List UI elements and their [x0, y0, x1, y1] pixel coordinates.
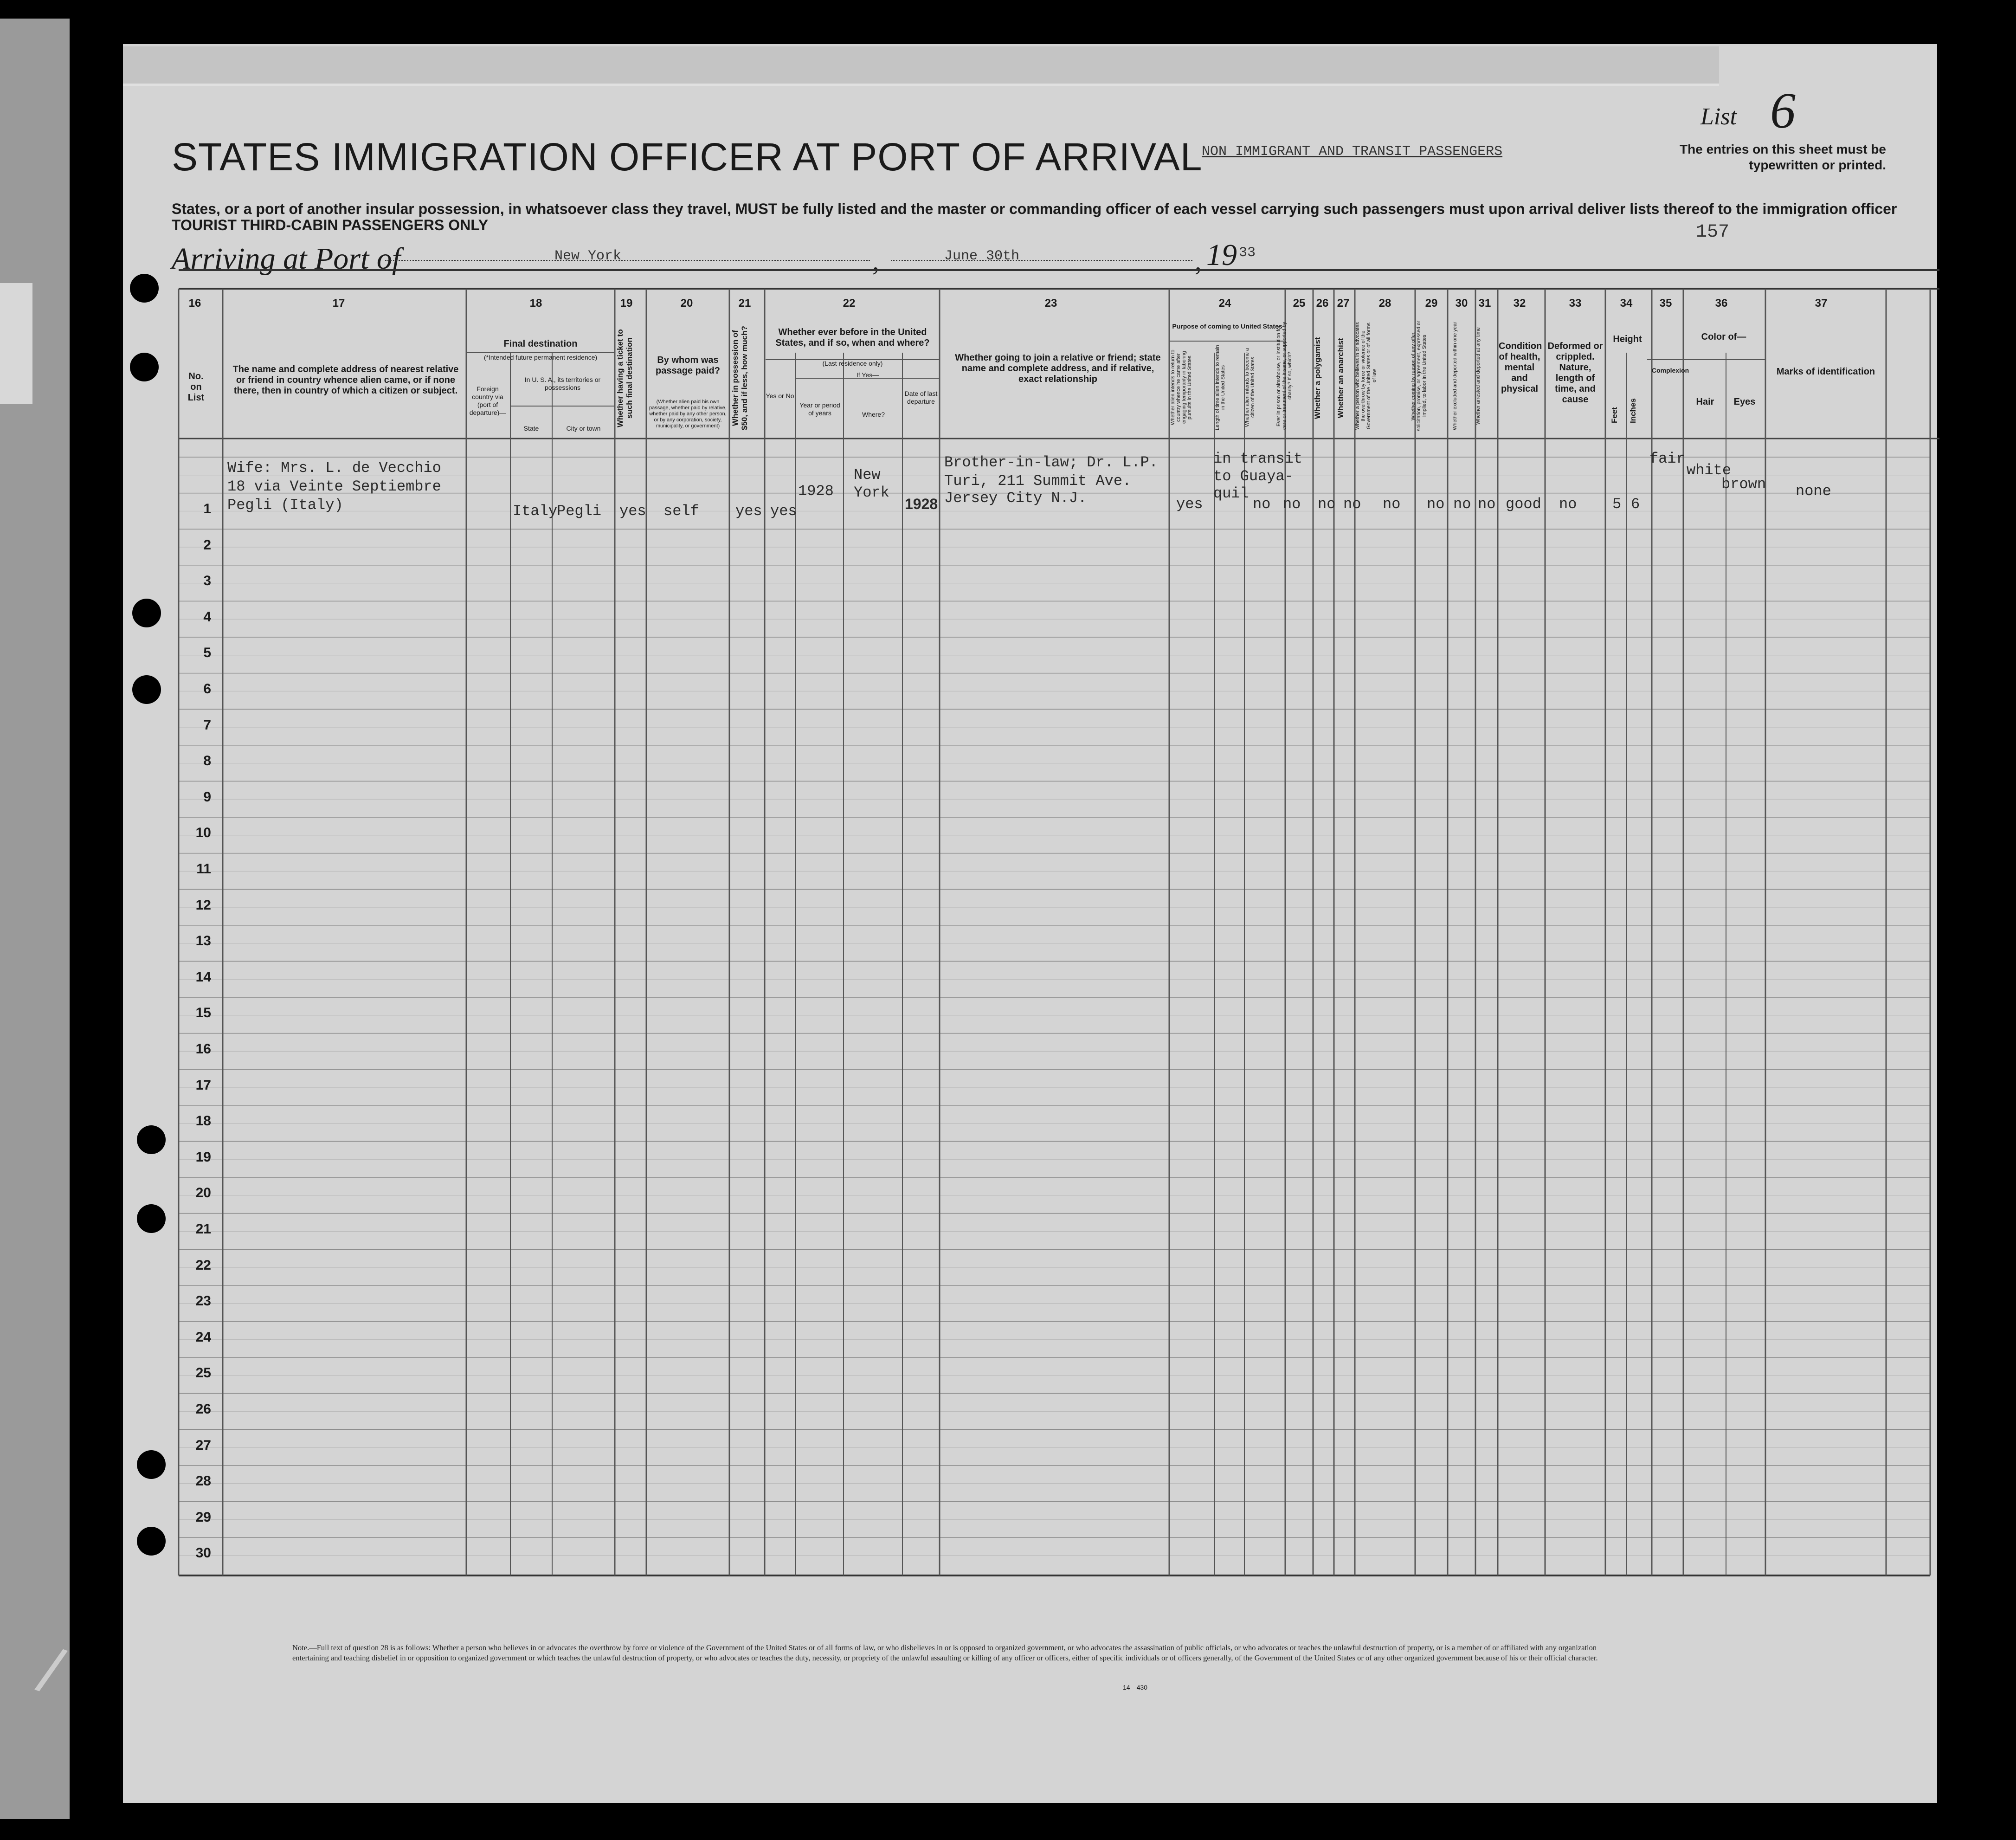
class-line: TOURIST THIRD-CABIN PASSENGERS ONLY [172, 217, 489, 233]
entry-feet: 5 [1612, 496, 1622, 513]
hdr-final-destination-note: (*Intended future permanent residence) [483, 354, 598, 361]
row-number: 30 [195, 1545, 211, 1561]
hdr-where: Where? [862, 411, 885, 418]
entry-join-line1: Brother-in-law; Dr. L.P. [944, 454, 1158, 471]
hdr-purpose-citizen: Whether alien intends to become a citizen of the United States [1244, 348, 1256, 427]
entry-purpose-time-line1: in transit [1213, 450, 1303, 467]
entry-paid-by: self [663, 503, 699, 520]
hdr-marks: Marks of identification [1776, 367, 1875, 377]
column-number: 24 [1218, 297, 1231, 310]
column-number: 25 [1293, 297, 1306, 310]
year-suffix: 33 [1239, 245, 1256, 261]
row-number: 20 [195, 1185, 211, 1201]
column-number: 19 [620, 297, 633, 310]
hdr-hair: Hair [1696, 397, 1714, 407]
hdr-join-relative: Whether going to join a relative or friend; state name and complete address, and if relative, exact relationship [955, 353, 1161, 384]
column-number: 28 [1378, 297, 1391, 310]
column-number: 20 [680, 297, 693, 310]
hdr-color-of: Color of— [1701, 332, 1746, 342]
entry-purpose-time-line3: quil [1213, 485, 1249, 502]
typewritten-note: The entries on this sheet must be typewritten or printed. [1680, 142, 1886, 172]
column-number: 18 [529, 297, 542, 310]
entry-relative-line1: Wife: Mrs. L. de Vecchio [227, 459, 441, 477]
entry-departure: 1928 [905, 496, 938, 512]
hdr-foreign-country: Foreign country via (port of departure)— [469, 385, 506, 416]
row-number: 9 [203, 789, 211, 805]
row-number: 11 [196, 861, 211, 877]
entry-relative-line2: 18 via Veinte Septiembre [227, 478, 441, 495]
entry-deformed: no [1559, 496, 1577, 513]
entry-q29: no [1427, 496, 1445, 513]
entry-complexion: fair [1649, 450, 1685, 467]
list-label: List [1700, 103, 1737, 130]
row-number: 16 [195, 1041, 211, 1057]
comma: , [872, 245, 879, 276]
entry-before-in-us: yes [770, 503, 797, 520]
row-number: 17 [195, 1077, 211, 1093]
entry-anarchist: no [1343, 496, 1361, 513]
column-number: 34 [1620, 297, 1633, 310]
column-number: 17 [332, 297, 345, 310]
column-number: 31 [1478, 297, 1491, 310]
hdr-in-usa: In U. S. A., its territories or possessions [524, 376, 601, 391]
list-number: 6 [1770, 82, 1796, 139]
hdr-polygamist: Whether a polygamist [1313, 337, 1322, 420]
column-number: 22 [843, 297, 856, 310]
entry-where-line1: New [854, 466, 881, 484]
footnote-question-28: Note.—Full text of question 28 is as follows: Whether a person who believes in or advocates the overthrow by force or violence of the Government of the United States or of all forms of law, or who disbelieves in or is opposed to organized government, or who advocates the assassination of public officials, or who advocates or teaches the unlawful destruction of property, or is a member of or affiliated with any organization entertaining and teaching disbelief in or opposition to organized government or which teaches the unlawful destruction of property, or who advocates or teaches the duty, necessity, or propriety of the unlawful assaulting or killing of any officer or officers, either of specific individuals or of officers generally, of the Government of the United States or of any other organized government because of his or their official character. [292, 1643, 1598, 1662]
stamp-non-immigrant: NON IMMIGRANT AND TRANSIT PASSENGERS [1202, 144, 1503, 160]
hdr-nearest-relative: The name and complete address of nearest relative or friend in country whence alien came, or if none there, then in country of which a citizen or subject. [232, 364, 459, 396]
entry-ticket: yes [619, 503, 646, 520]
hdr-ever-before-note: (Last residence only) [822, 360, 883, 367]
date-value: June 30th [944, 248, 1020, 264]
entry-health: good [1506, 496, 1541, 513]
year-prefix: 19 [1206, 238, 1237, 272]
column-number: 27 [1337, 297, 1350, 310]
hdr-anarchist: Whether an anarchist [1336, 338, 1345, 419]
hdr-last-departure: Date of last departure [904, 390, 938, 405]
instruction-text: States, or a port of another insular possession, in whatsoever class they travel, MUST be fully listed and the master or commanding officer of each vessel carrying such passengers must upon arrival deliver lists thereof to the immigration officer [172, 200, 1897, 217]
hdr-state: State [523, 425, 539, 432]
entry-city: Pegli [557, 503, 602, 520]
hdr-fifty-dollars: Whether in possession of $50, and if less, how much? [731, 326, 749, 431]
hdr-question-28: Whether a person who believes in or advocates the overthrow by force or violence of the Government of the United States or of all forms of law [1355, 322, 1377, 430]
entry-citizen: no [1253, 496, 1271, 513]
sheet-number: 157 [1696, 222, 1730, 243]
row-number: 29 [195, 1509, 211, 1525]
row-number: 19 [195, 1149, 211, 1165]
margin-mark: / [30, 1633, 72, 1708]
entry-polygamist: no [1318, 496, 1336, 513]
hdr-year-period: Year or period of years [799, 401, 840, 417]
entry-q28: no [1383, 496, 1401, 513]
row-number: 2 [203, 537, 211, 553]
hdr-city: City or town [566, 425, 601, 432]
hdr-no-on-list: No. on List [187, 371, 205, 403]
hdr-inches: Inches [1629, 398, 1637, 423]
hdr-ever-before: Whether ever before in the United States, and if so, when and where? [775, 327, 930, 348]
hdr-excluded: Whether excluded and deported within one year [1452, 322, 1458, 430]
row-number: 4 [203, 609, 211, 625]
entry-marks: none [1796, 483, 1831, 500]
arriving-label: Arriving at Port of [172, 242, 401, 276]
entry-money: yes [735, 503, 762, 520]
row-number: 3 [203, 573, 211, 589]
column-number: 29 [1425, 297, 1438, 310]
entry-where-line2: York [854, 484, 889, 501]
entry-purpose-return: yes [1176, 496, 1203, 513]
row-number: 6 [203, 681, 211, 697]
row-number: 5 [203, 645, 211, 661]
port-value: New York [554, 248, 622, 264]
row-number: 13 [195, 933, 211, 949]
hdr-eyes: Eyes [1733, 397, 1756, 407]
hdr-passage-paid: By whom was passage paid? [656, 355, 720, 376]
hdr-purpose: Purpose of coming to United States [1172, 323, 1282, 330]
row-number: 27 [195, 1437, 211, 1453]
row-number: 21 [195, 1221, 211, 1237]
row-number: 25 [195, 1365, 211, 1381]
row-number: 22 [195, 1257, 211, 1273]
row-number: 14 [195, 969, 211, 985]
column-number: 30 [1455, 297, 1468, 310]
column-number: 37 [1815, 297, 1828, 310]
hdr-health: Condition of health, mental and physical [1499, 341, 1542, 394]
comma: , [1195, 245, 1202, 276]
entry-eyes: brown [1721, 476, 1766, 493]
row-number: 10 [195, 825, 211, 841]
entry-relative-line3: Pegli (Italy) [227, 497, 343, 514]
hdr-if-yes: If Yes— [856, 371, 879, 379]
row-number: 12 [195, 897, 211, 913]
entry-join-line2: Turi, 211 Summit Ave. [944, 472, 1132, 490]
row-number: 8 [203, 753, 211, 769]
entry-join-line3: Jersey City N.J. [944, 490, 1087, 507]
hdr-final-destination: Final destination [503, 339, 578, 349]
column-number: 23 [1044, 297, 1057, 310]
entry-year: 1928 [798, 483, 834, 500]
hdr-purpose-length: Length of time alien intends to remain in the United States [1215, 345, 1226, 430]
entry-prison: no [1283, 496, 1301, 513]
hdr-height: Height [1613, 334, 1642, 344]
column-number: 35 [1659, 297, 1672, 310]
entry-hair: white [1687, 462, 1732, 479]
column-number: 16 [188, 297, 201, 310]
column-number: 21 [738, 297, 751, 310]
column-number: 32 [1513, 297, 1526, 310]
row-number: 7 [203, 717, 211, 733]
hdr-complexion: Complexion [1652, 367, 1689, 374]
hdr-purpose-return: Whether alien intends to return to country whence he came after engaging temporarily in laboring pursuits in the United States [1170, 349, 1192, 426]
entry-inches: 6 [1631, 496, 1640, 513]
column-number: 36 [1715, 297, 1728, 310]
entry-purpose-time-line2: to Guaya- [1213, 468, 1294, 485]
hdr-deformed: Deformed or crippled. Nature, length of time, and cause [1547, 341, 1603, 405]
hdr-ticket: Whether having a ticket to such final destination [616, 329, 634, 427]
entry-q30: no [1453, 496, 1471, 513]
row-number: 15 [195, 1005, 211, 1021]
column-number: 26 [1316, 297, 1329, 310]
hdr-feet: Feet [1610, 407, 1619, 424]
hdr-contract-labor: Whether coming by reason of any offer, solicitation, promise, or agreement, expressed or implied, to labor in the United States [1411, 321, 1427, 431]
form-title: STATES IMMIGRATION OFFICER AT PORT OF ARRIVAL [172, 135, 1203, 179]
row-number: 24 [195, 1329, 211, 1345]
hdr-prison: Ever in prison or almshouse, or institution for care or treatment of the insane, or supported by charity? If so, which? [1276, 322, 1293, 430]
row-number: 28 [195, 1473, 211, 1489]
form-number: 14—430 [1123, 1684, 1147, 1691]
row-number: 23 [195, 1293, 211, 1309]
entry-q31: no [1478, 496, 1496, 513]
hdr-passage-paid-note: (Whether alien paid his own passage, whether paid by relative, whether paid by any other person, or by any corporation, society, municipality, or government) [649, 399, 727, 429]
row-number: 18 [195, 1113, 211, 1129]
entry-state: Italy [513, 503, 558, 520]
column-number: 33 [1569, 297, 1582, 310]
hdr-arrested: Whether arrested and deported at any time [1475, 327, 1481, 425]
row-number: 1 [203, 501, 211, 516]
row-number: 26 [195, 1401, 211, 1417]
hdr-yes-no: Yes or No [766, 392, 794, 400]
